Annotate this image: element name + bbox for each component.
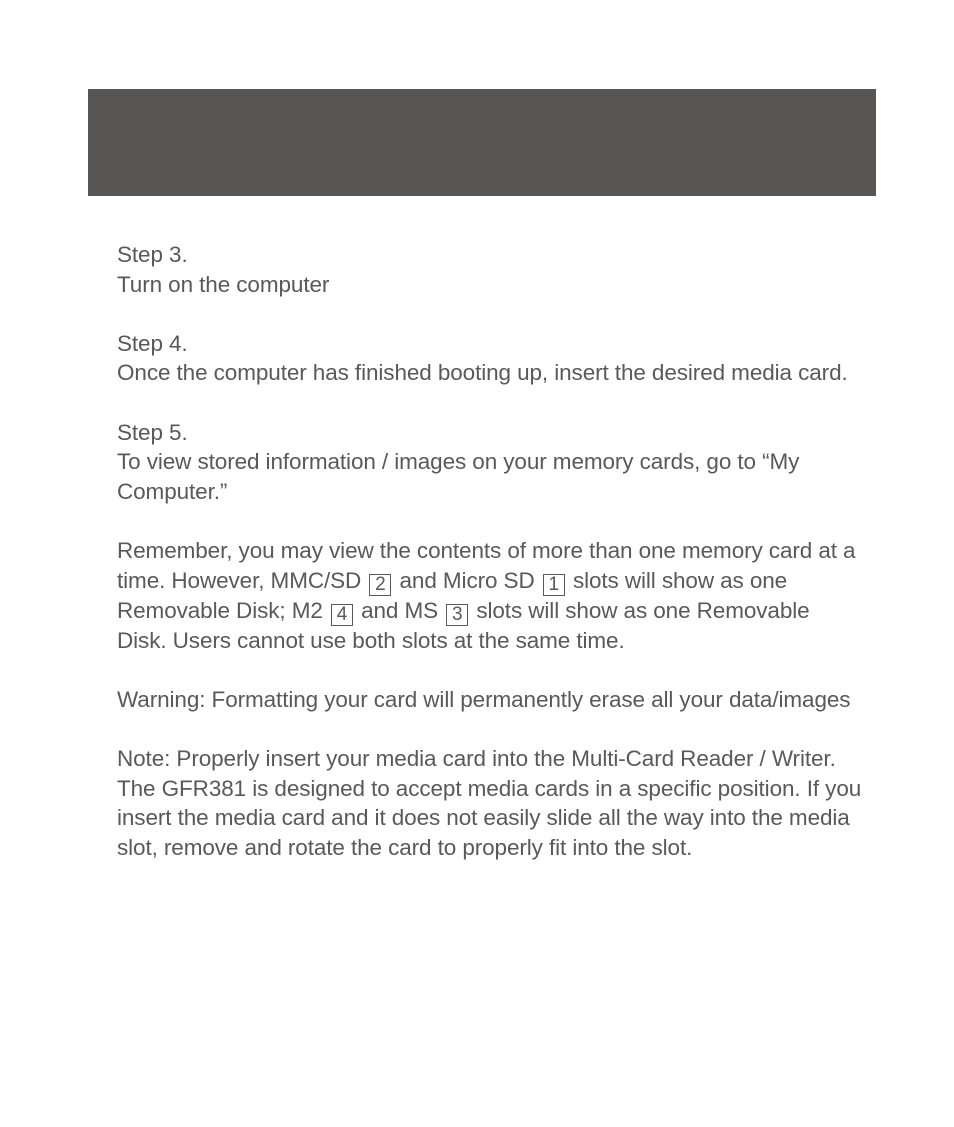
- instructions-content: [117, 240, 862, 892]
- remember-text-3: slots will show as one Removable Disk; M2: [117, 567, 788, 623]
- slot-number-box: 4: [331, 604, 353, 626]
- step-3: [117, 240, 862, 299]
- header-bar: [88, 89, 876, 196]
- warning-paragraph: Warning: Formatting your card will permanently erase all your data/images: [117, 686, 851, 712]
- remember-paragraph: [117, 536, 862, 655]
- step-3-title: Step 3.: [117, 242, 188, 267]
- note-paragraph: Note: Properly insert your media card into the Multi-Card Reader / Writer. The GFR381 is designed to accept media cards in a specific position. If you insert the media card and it does not easily slide all the way into the media slot, remove and rotate the card to properly fit into the slot.: [117, 745, 862, 860]
- step-3-body: Turn on the computer: [117, 271, 330, 297]
- slot-number-box: 2: [369, 574, 391, 596]
- step-5-title: Step 5.: [117, 419, 188, 445]
- remember-text-1: Remember, you may view the contents of more than one memory card at a time. However, MMC/SD: [117, 537, 856, 593]
- step-4: [117, 329, 862, 388]
- step-5: [117, 418, 862, 507]
- slot-number-box: 1: [543, 574, 565, 596]
- step-4-title: Step 4.: [117, 330, 188, 356]
- step-5-body: To view stored information / images on your memory cards, go to “My Computer.”: [117, 449, 800, 504]
- slot-number-box: 3: [446, 604, 468, 626]
- remember-text-4: and MS: [361, 597, 439, 623]
- step-4-body: Once the computer has finished booting up, insert the desired media card.: [117, 360, 848, 386]
- remember-text-2: and Micro SD: [399, 567, 535, 593]
- remember-text-5: slots will show as one Removable Disk. Users cannot use both slots at the same time.: [117, 597, 810, 653]
